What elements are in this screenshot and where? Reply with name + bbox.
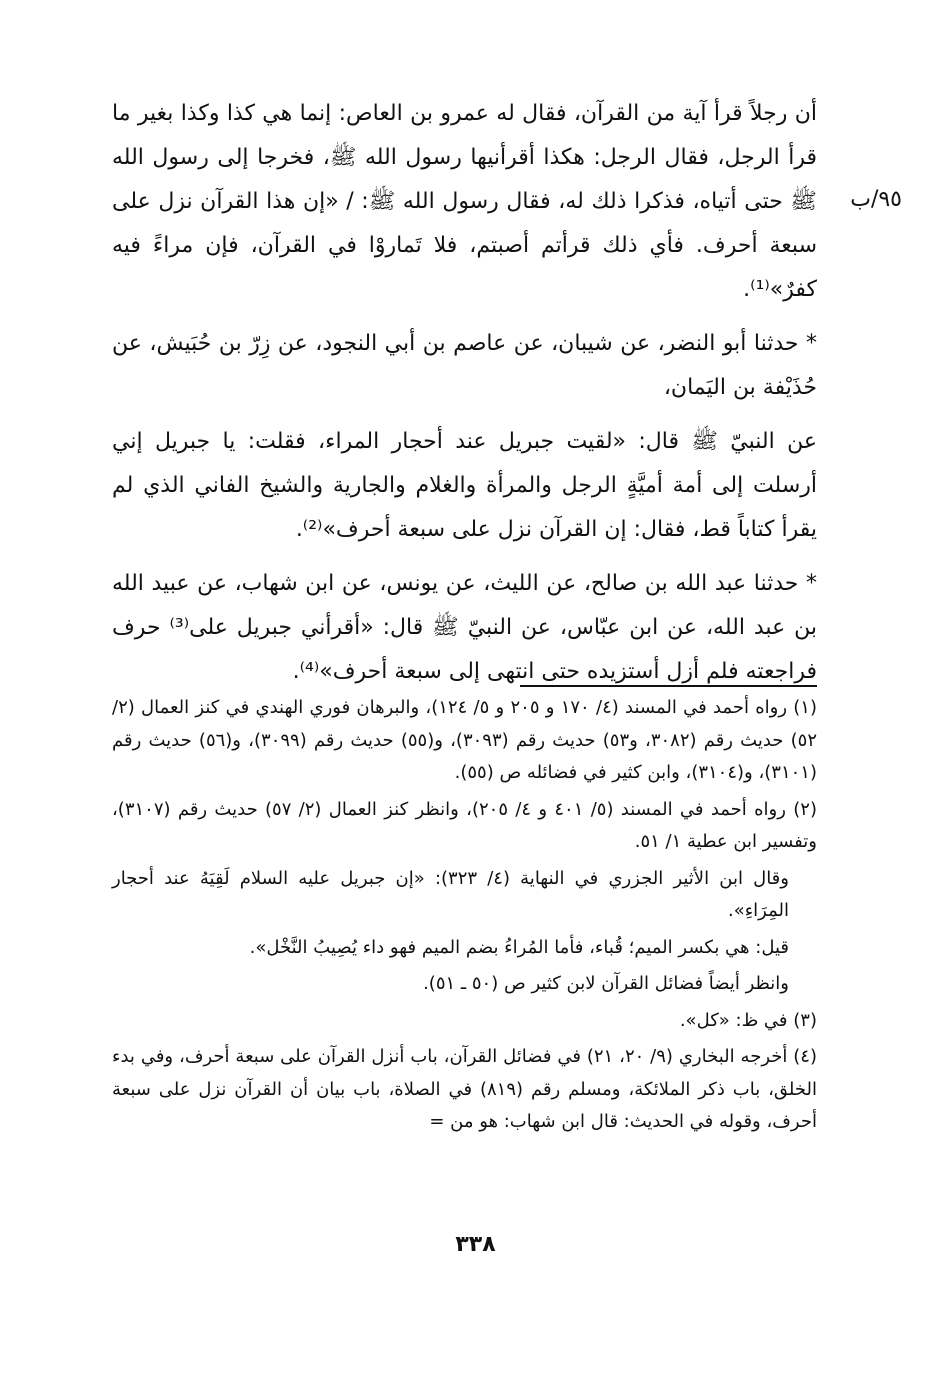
footnote-2: (٢) رواه أحمد في المسند (٥/ ٤٠١ و ٤/ ٢٠٥)، وانظر كنز العمال (٢/ ٥٧) حديث رقم (٣١٠٧)، وتفسير ابن عطية ١/ ٥١. — [112, 798, 817, 852]
main-text — [112, 92, 817, 704]
footnote-2-note: قيل: هي بكسر الميم؛ قُباء، فأما المُراءُ بضم الميم فهو داء يُصِيبُ النَّخْل». — [249, 936, 789, 958]
footnote-1: (١) رواه أحمد في المسند (٤/ ١٧٠ و ٢٠٥ و ٥/ ١٢٤)، والبرهان فوري الهندي في كنز العمال (٢/ ٥٢) حديث رقم (٣٠٨٢، و٥٣) حديث رقم (٣٠٩٣)، و(٥٥) حديث رقم (٣٠٩٩)، و(٥٦) حديث رقم (٣١٠١)، و(٣١٠٤)، وابن كثير في فضائله ص (٥٥). — [112, 697, 817, 783]
page-number: ٣٣٨ — [455, 1232, 496, 1257]
footnote-2-note: وانظر أيضاً فضائل القرآن لابن كثير ص (٥٠ ـ ٥١). — [423, 973, 789, 994]
hadith-paragraph: أن رجلاً قرأ آية من القرآن، فقال له عمرو بن العاص: إنما هي كذا وكذا بغير ما قرأ الرجل، فقال الرجل: هكذا أقرأنيها رسول الله ﷺ، فخرجا إلى رسول الله ﷺ حتى أتياه، فذكرا ذلك له، فقال رسول الله ﷺ: / «إن هذا القرآن نزل على سبعة أحرف. فأي ذلك قرأتم أصبتم، فلا تَماروْا في القرآن، فإن مراءً فيه كفرٌ»⁽¹⁾. — [112, 101, 817, 302]
footnote-3: (٣) في ظ: «كل». — [679, 1009, 817, 1031]
hadith-paragraph: * حدثنا عبد الله بن صالح، عن الليث، عن يونس، عن ابن شهاب، عن عبيد الله بن عبد الله، عن ابن عبّاس، عن النبيّ ﷺ قال: «أقرأني جبريل على⁽³⁾ حرف فراجعته فلم أزل أستزيده حتى انتهى إلى سبعة أحرف»⁽⁴⁾. — [112, 571, 817, 684]
footnote-divider — [520, 685, 817, 687]
manuscript-folio-marker: ٩٥/ب — [850, 187, 902, 212]
hadith-paragraph: عن النبيّ ﷺ قال: «لقيت جبريل عند أحجار المراء، فقلت: يا جبريل إني أرسلت إلى أمة أميَّةٍ الرجل والمرأة والغلام والجارية والشيخ الفاني الذي لم يقرأ كتاباً قط، فقال: إن القرآن نزل على سبعة أحرف»⁽²⁾. — [112, 429, 817, 542]
isnad-paragraph: * حدثنا أبو النضر، عن شيبان، عن عاصم بن أبي النجود، عن زِرّ بن حُبَيش، عن حُذَيْفة بن اليَمان، — [112, 331, 817, 400]
footnote-2-note: وقال ابن الأثير الجزري في النهاية (٤/ ٣٢٣): «إن جبريل عليه السلام لَقِيَهُ عند أحجار المِرَاءِ». — [112, 867, 789, 921]
footnote-4: (٤) أخرجه البخاري (٩/ ٢٠، ٢١) في فضائل القرآن، باب أنزل القرآن على سبعة أحرف، وفي بدء الخلق، باب ذكر الملائكة، ومسلم رقم (٨١٩) في الصلاة، باب بيان أن القرآن نزل على سبعة أحرف، وقوله في الحديث: قال ابن شهاب: هو من = — [112, 1046, 817, 1132]
footnotes — [112, 692, 817, 1143]
